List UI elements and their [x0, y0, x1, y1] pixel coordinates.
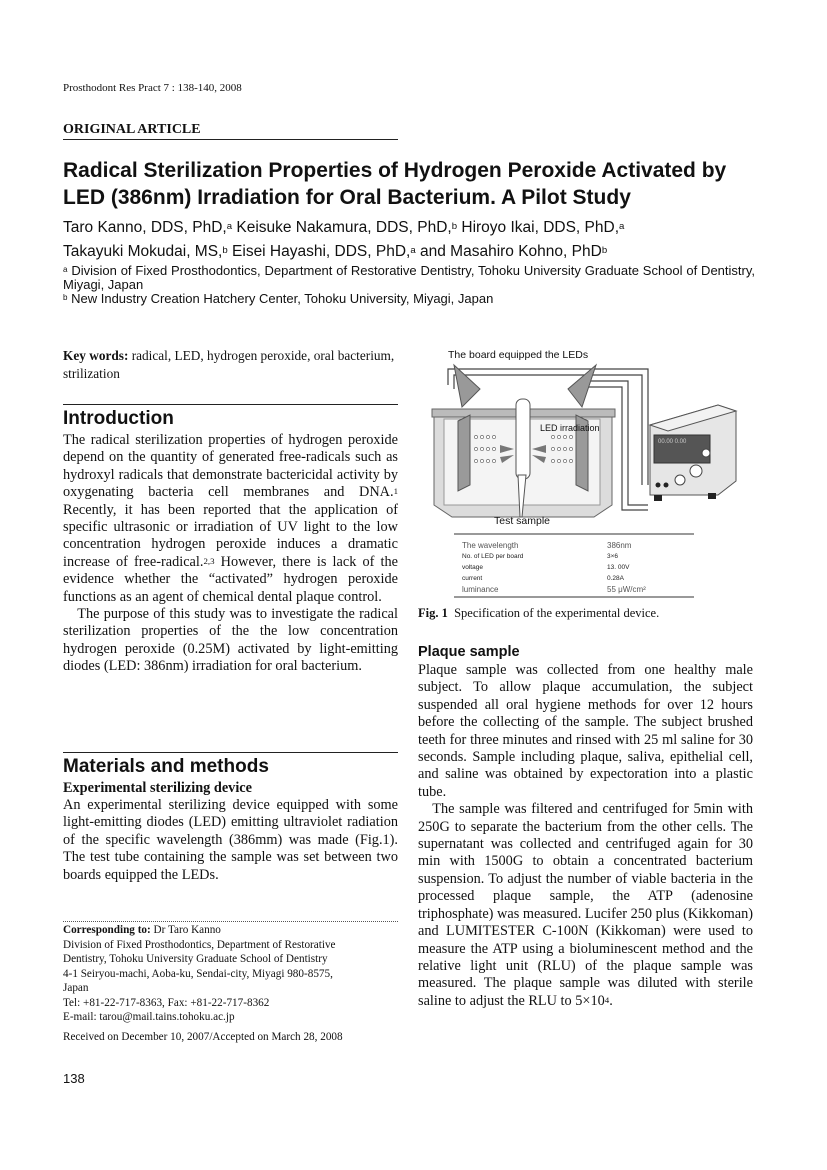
label-sample: Test sample: [494, 515, 551, 527]
section-rule: [63, 404, 398, 405]
introduction-section: [63, 408, 398, 676]
paragraph: Plaque sample was collected from one healthy male subject. To allow plaque accumulation, the subject suspended all oral hygiene methods for over 12 hours before the collecting of the sample. The subject brushed teeth for three minutes and rinsed with 25 ml saline for 30 seconds. Sample including plaque, saliva, epithelial cell, and saline was obtained by expectoration into a plastic tube.: [418, 662, 753, 800]
label-led: LED irradiation: [540, 423, 600, 433]
author: and Masahiro Kohno, PhD: [420, 243, 602, 260]
figure-1: [418, 345, 758, 605]
author: Taro Kanno, DDS, PhD,: [63, 219, 227, 236]
paragraph: The purpose of this study was to investigate the radical sterilization properties of the the low concentration hydrogen peroxide (0.25M) activated by light-emitting diodes (LED: 386nm) irradiation for oral bacterium.: [63, 606, 398, 675]
correspondence: Corresponding to: Dr Taro Kanno Division of Fixed Prosthodontics, Department of Restorative Dentistry, Tohoku University Graduate School of Dentistry 4-1 Seiryou-machi, Aoba-ku, Sendai-city, Miyagi 980-8575, Japan Tel: +81-22-717-8363, Fax: +81-22-717-8362 E-mail: tarou@mail.tains.tohoku.ac.jp Received on December 10, 2007/Accepted on March 28, 2008: [63, 923, 398, 1044]
author: Keisuke Nakamura, DDS, PhD,: [236, 219, 452, 236]
paragraph: An experimental sterilizing device equipped with some light-emitting diodes (LED) emitting ultraviolet radiation of the specific wavelength (386mm) was made (Fig.1). The test tube containing the sample was set between two boards equipped the LEDs.: [63, 797, 398, 883]
device-display: 00.00 0.00: [658, 439, 687, 445]
label-boards: The board equipped the LEDs: [448, 349, 589, 361]
figure-caption: Fig. 1 Specification of the experimental device.: [418, 606, 660, 620]
affiliation-b: $^b$ New Industry Creation Hatchery Center, Tohoku University, Miyagi, Japan: [63, 291, 494, 306]
keywords: Key words: radical, LED, hydrogen peroxide, oral bacterium, strilization: [63, 348, 395, 381]
author: Eisei Hayashi, DDS, PhD,: [232, 243, 411, 260]
affiliation-a: $^a$ Division of Fixed Prosthodontics, Department of Restorative Dentistry, Tohoku University Graduate School of Dentistry, Miyagi, Japan: [63, 263, 755, 292]
spec-row: luminance 55 μW/cm²: [462, 585, 646, 594]
spec-row: voltage 13. 00V: [462, 564, 630, 571]
received-dates: Received on December 10, 2007/Accepted on March 28, 2008: [63, 1030, 343, 1043]
spec-row: current 0.28A: [462, 575, 624, 582]
spec-table: [462, 540, 692, 595]
paragraph: The sample was filtered and centrifuged for 5min with 250G to separate the bacterium from the other cells. The supernatant was collected and centrifuged again for 30 min with 1500G to obtain a concentrated bacterium suspension. To adjust the number of viable bacteria in the processed plaque sample, the ATP (adenosine triphosphate) was measured. Lucifer 250 plus (Kikkoman) and LUMITESTER C-100N (Kikkoman) were used to measure the ATP using a bioluminescent method and the relative light unit (RLU) of the plaque sample was measured. The plaque sample was diluted with sterile saline to adjust the RLU to $5\times 10^4$.: [418, 801, 753, 1009]
footnote-rule: [63, 921, 398, 922]
author: Takayuki Mokudai, MS,: [63, 243, 223, 260]
page-number: 138: [63, 1071, 85, 1086]
author-list: Taro Kanno, DDS, PhD,$^a$ Keisuke Nakamura, DDS, PhD,$^b$ Hiroyo Ikai, DDS, PhD,$^a$ Takayuki Mokudai, MS,$^b$ Eisei Hayashi, DDS, PhD,$^a$ and Masahiro Kohno, PhD$^b$: [63, 219, 625, 260]
author: Hiroyo Ikai, DDS, PhD,: [461, 219, 620, 236]
plaque-section: [418, 643, 753, 1010]
spec-row: The wavelength 386nm: [462, 541, 632, 550]
paragraph: The radical sterilization properties of hydrogen peroxide depend on the quantity of generated free-radicals such as hydroxyl radicals that demonstrate bactericidal activity by oxygenating bacteria cell membranes and DNA.$^1$ Recently, it has been reported that the application of specific ultrasonic or irradiation of UV light to the low concentration hydrogen peroxide induces a dramatic increase of free-radical.$^{2,3}$ However, there is lack of the evidence whether the “activated” hydrogen peroxide functions as an agent of chemical dental plaque control.: [63, 432, 398, 605]
article-type: ORIGINAL ARTICLE: [63, 122, 398, 140]
subsection-heading: Experimental sterilizing device: [63, 780, 252, 796]
journal-citation: Prosthodont Res Pract 7 : 138-140, 2008: [63, 82, 242, 94]
spec-row: No. of LED per board 3×6: [462, 553, 619, 560]
affiliations: [63, 264, 755, 306]
section-heading: Introduction: [63, 408, 174, 429]
methods-section: [63, 756, 398, 884]
section-heading: Materials and methods: [63, 756, 269, 777]
subsection-heading: Plaque sample: [418, 644, 520, 660]
paper-title: Radical Sterilization Properties of Hydrogen Peroxide Activated by LED (386nm) Irradiation for Oral Bacterium. A Pilot Study: [63, 159, 727, 209]
section-rule: [63, 752, 398, 753]
